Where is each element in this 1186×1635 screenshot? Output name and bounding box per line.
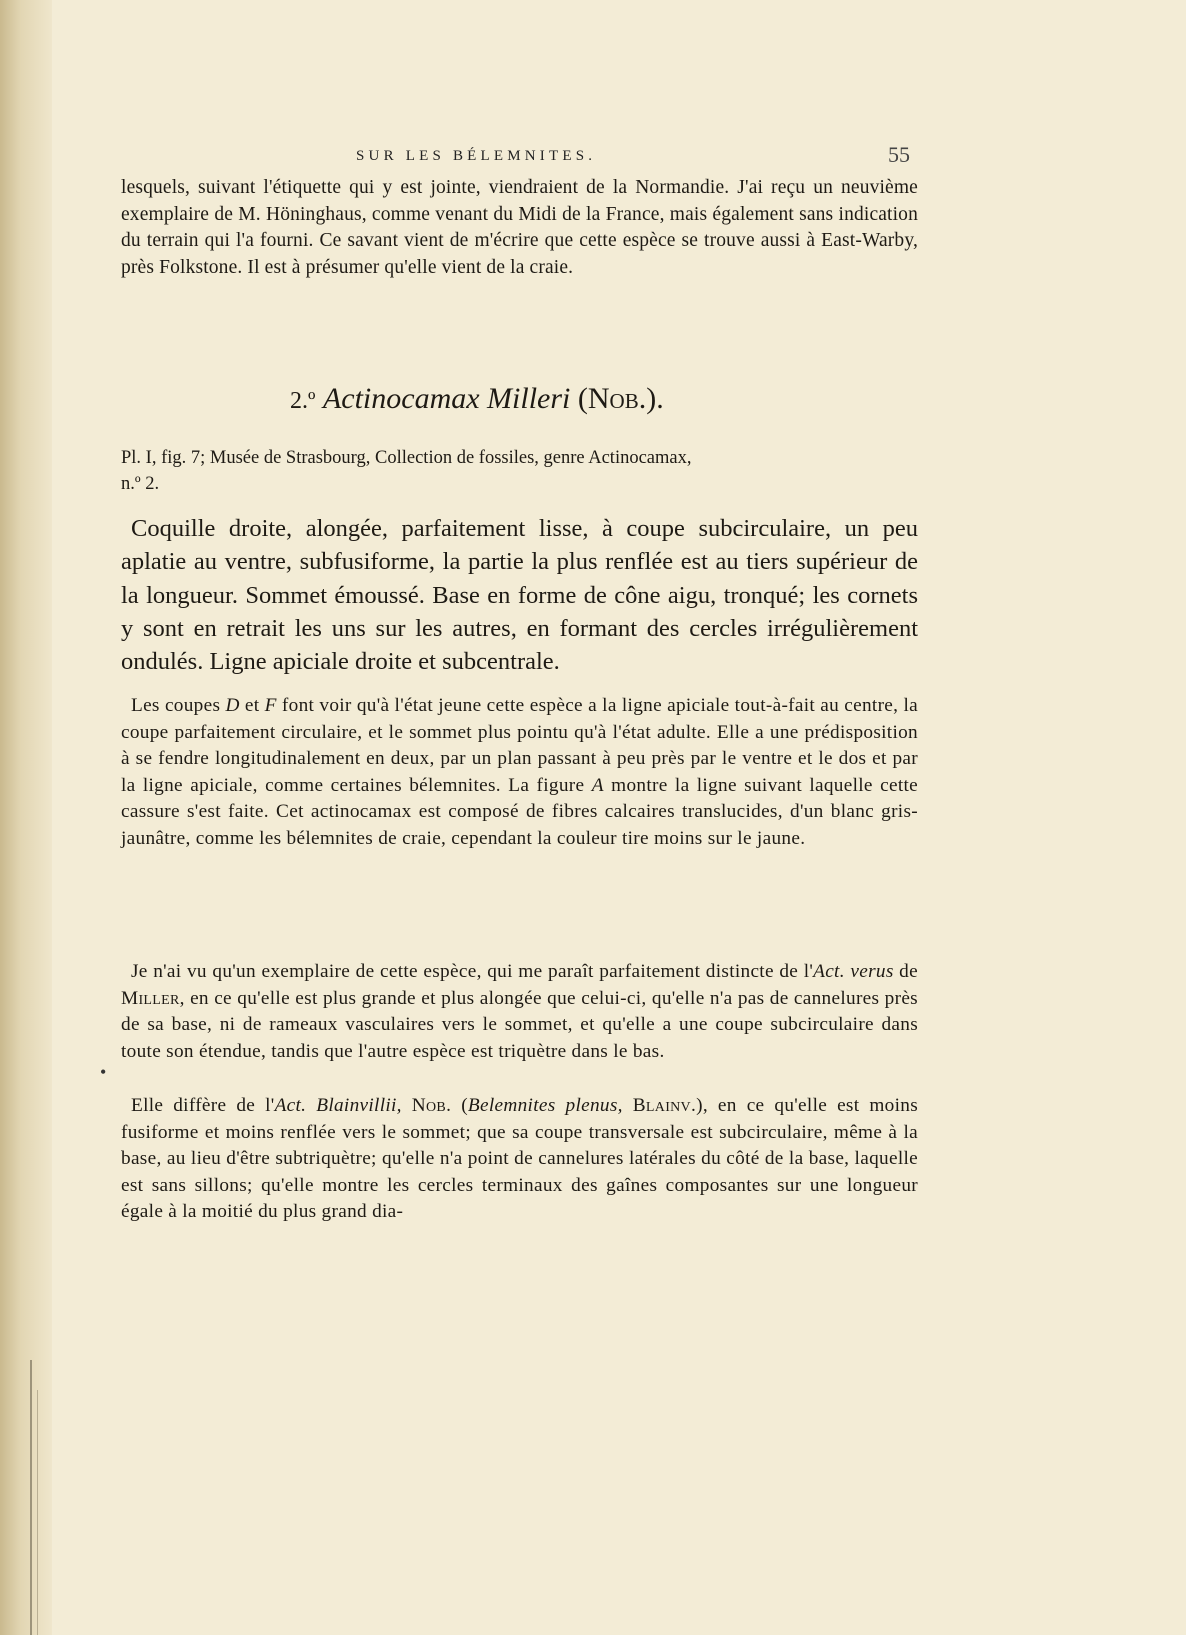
gutter-line [30,1360,32,1635]
text-run: , en ce qu'elle est plus grande et plus alongée que celui-ci, qu'elle n'a pas de cannelures près de sa base, ni de rameaux vasculaires vers le sommet, et qu'elle a une coupe subcirculaire dans toute son étendue, tandis que l'autre espèce est triquètre dans le bas. [121,987,918,1062]
page-gutter [0,0,52,1635]
author-ref: Nob. [411,1095,452,1116]
figure-letter: D [225,695,240,716]
synonym-ref: Belemnites plenus, [467,1095,623,1116]
text-run: Je n'ai vu qu'un exemplaire de cette espèce, qui me paraît parfaitement distincte de l' [131,961,814,982]
reference-line: Pl. I, fig. 7; Musée de Strasbourg, Collection de fossiles, genre Actinocamax, [121,448,692,468]
species-ref: Act. verus [813,961,894,982]
reference-number: n.º 2. [121,474,160,494]
species-ref: Act. Blainvillii, [274,1095,402,1116]
author-ref: Miller [121,987,180,1009]
text-run: Les coupes [131,695,226,716]
text-run: montre la ligne suivant laquelle cette cassure s'est faite. Cet actinocamax est composé de fibres calcaires translucides, d'un blanc gris-jaunâtre, comme les bélemnites de craie, cependant la couleur tire moins sur le jaune. [121,774,918,849]
species-description: Coquille droite, alongée, parfaitement lisse, à coupe subcirculaire, un peu aplatie au ventre, subfusiforme, la partie la plus renflée est au tiers supérieur de la longueur. Sommet émoussé. Base en forme de cône aigu, tronqué; les cornets y sont en retrait les uns sur les autres, en formant des cercles irrégulièrement ondulés. Ligne apiciale droite et subcentrale. [121,515,918,676]
text-run: Elle diffère de l' [131,1095,275,1116]
text-run: de [893,961,918,982]
paragraph-sections [121,693,918,853]
specimen-reference [121,445,918,497]
paragraph-continuation: lesquels, suivant l'étiquette qui y est jointe, viendraient de la Normandie. J'ai reçu un neuvième exemplaire de M. Höninghaus, comme venant du Midi de la France, mais également sans indication du terrain qui l'a fourni. Ce savant vient de m'écrire que cette espèce se trouve aussi à East-Warby, près Folkstone. Il est à présumer qu'elle vient de la craie. [121,177,918,278]
running-head [0,142,1186,172]
running-title: SUR LES BÉLEMNITES. [356,148,597,164]
paragraph-comparison-blainvillii [121,1093,918,1226]
page-number: 55 [888,142,910,167]
species-name: Actinocamax Milleri [322,382,571,415]
species-number: 2.º [290,388,316,414]
text-run: font voir qu'à l'état jeune cette espèce a la ligne apiciale tout-à-fait au centre, la coupe parfaitement circulaire, et le sommet plus pointu qu'à l'état adulte. Elle a une prédisposition à se fendre longitudinalement en deux, par un plan passant à peu près par le ventre et le dos et par la ligne apiciale, comme certaines bélemnites. La figure [121,695,918,796]
figure-letter: F [264,695,277,716]
margin-mark: • [100,1062,107,1082]
text-run: ), en ce qu'elle est moins fusiforme et moins renflée vers le sommet; que sa coupe transversale est subcirculaire, même à la base, au lieu d'être subtriquètre; qu'elle n'a point de cannelures latérales du côté de la base, laquelle est sans sillons; qu'elle montre les cercles terminaux des gaînes composantes sur une longueur égale à la moitié du plus grand dia- [121,1095,919,1223]
gutter-line [37,1390,38,1635]
text-run: et [239,695,265,716]
species-heading [290,382,664,416]
text-run: ( [451,1095,468,1116]
author-ref: Blainv. [632,1095,697,1116]
figure-letter: A [591,774,604,796]
paragraph-comparison-verus [121,959,918,1065]
species-author: (Nob.). [577,382,664,415]
